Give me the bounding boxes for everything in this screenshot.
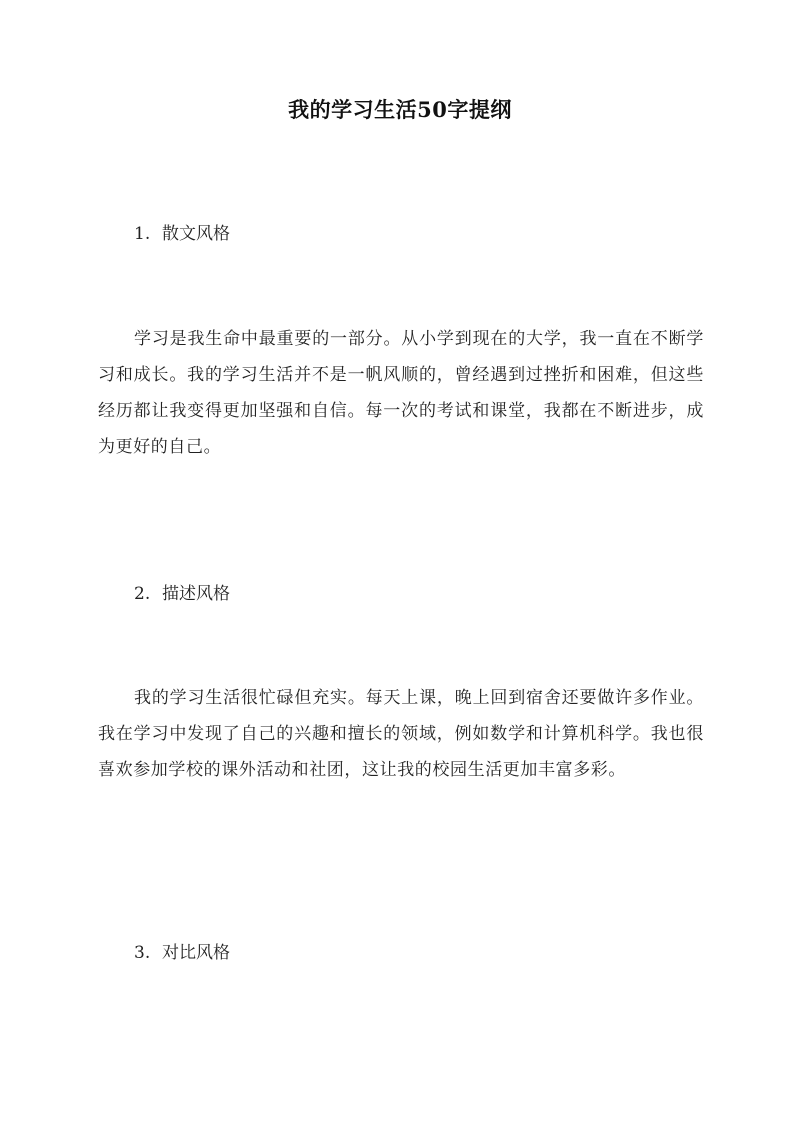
section-heading [134, 219, 230, 244]
section-number: 3. [134, 943, 151, 963]
section-heading-text: 对比风格 [162, 943, 230, 963]
section-paragraph: 学习是我生命中最重要的一部分。从小学到现在的大学，我一直在不断学习和成长。我的学习生活并不是一帆风顺的，曾经遇到过挫折和困难，但这些经历都让我变得更加坚强和自信。每一次的考试和课堂，我都在不断进步，成为更好的自己。 [98, 329, 704, 457]
section-heading [134, 579, 230, 604]
section-heading [134, 938, 230, 963]
document-title: 我的学习生活50字提纲 [288, 97, 512, 122]
section-number: 1. [134, 224, 151, 244]
section-number: 2. [134, 584, 151, 604]
section-paragraph: 我的学习生活很忙碌但充实。每天上课，晚上回到宿舍还要做许多作业。我在学习中发现了自己的兴趣和擅长的领域，例如数学和计算机科学。我也很喜欢参加学校的课外活动和社团，这让我的校园生活更加丰富多彩。 [98, 688, 704, 780]
section-heading-text: 散文风格 [162, 224, 230, 244]
section-heading-text: 描述风格 [162, 584, 230, 604]
